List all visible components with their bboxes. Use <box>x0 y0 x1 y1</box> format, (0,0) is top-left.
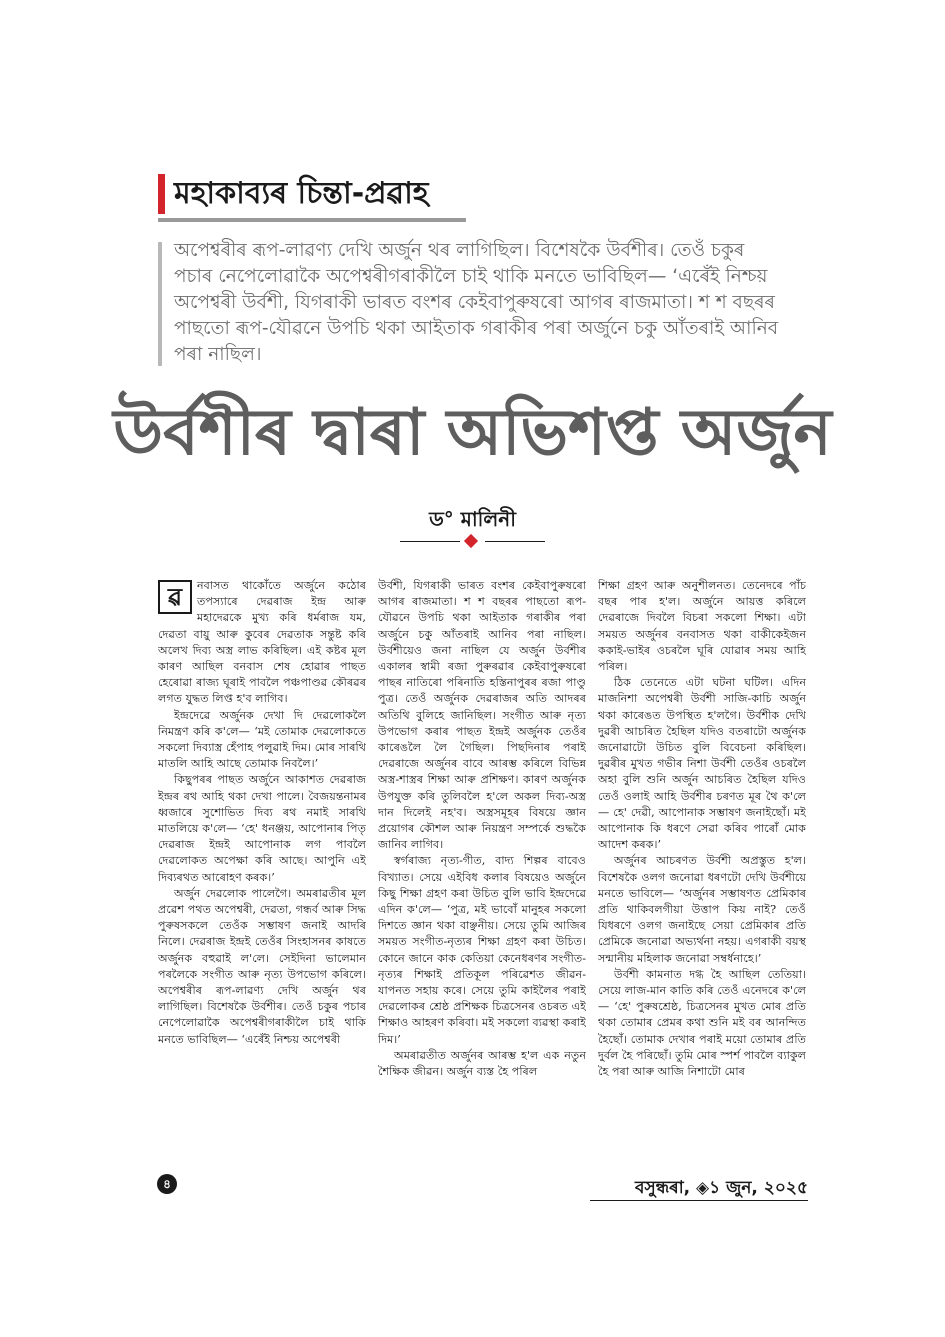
diamond-icon <box>464 534 478 548</box>
section-header <box>158 172 466 222</box>
article-column-3 <box>598 578 806 1186</box>
paragraph: ঠিক তেনেতে এটা ঘটনা ঘটিল। এদিন মাজনিশা অপেশ্বৰী উৰ্বশী সাজি-কাচি অৰ্জুন থকা কাৰেঙত উপস্থিত হ'লগৈ। উৰ্বশীক দেখি দুৱৰী আচৰিত হৈছিল যদিও বতৰাটো অৰ্জুনক জনোৱাটো উচিত বুলি বিবেচনা কৰিছিল। দুৱৰীৰ মুখত গভীৰ নিশা উৰ্বশী তেওঁৰ ওচৰলৈ অহা বুলি শুনি অৰ্জুন আচৰিত হৈছিল যদিও তেওঁ ওলাই আহি উৰ্বশীৰ চৰণত মূৰ থৈ ক'লে— হে' দেৱী, আপোনাক সম্ভাষণ জনাইছোঁ। মই আপোনাক কি ধৰণে সেৱা কৰিব পাৰোঁ মোক আদেশ কৰক।’ <box>598 676 806 852</box>
article-title: উৰ্বশীৰ দ্বাৰা অভিশপ্ত অৰ্জুন <box>113 396 832 470</box>
article-column-1 <box>158 578 366 1186</box>
author-name: ড° মালিনী <box>429 507 516 531</box>
pullquote-text: অপেশ্বৰীৰ ৰূপ-লাৱণ্য দেখি অৰ্জুন থৰ লাগিছিল। বিশেষকৈ উৰ্বশীৰ। তেওঁ চকুৰ পচাৰ নেপেলোৱাকৈ অপেশ্বৰীগৰাকীলৈ চাই থাকি মনতে ভাবিছিল— ‘এৰেঁই নিশ্চয় অপেশ্বৰী উৰ্বশী, যিগৰাকী ভাৰত বংশৰ কেইবাপুৰুষৰো আগৰ ৰাজমাতা। শ শ বছৰৰ পাছতো ৰূপ-যৌৱনে উপচি থকা আইতাক গৰাকীৰ পৰা অৰ্জুনে চকু আঁতৰাই আনিব পৰা নাছিল। <box>174 240 779 365</box>
footer-rule <box>590 1200 808 1201</box>
paragraph: উৰ্বশী কামনাত দগ্ধ হৈ আছিল তেতিয়া। সেয়ে লাজ-মান কাতি কৰি তেওঁ এনেদৰে ক'লে — ‘হে' পুৰুষশ্ৰেষ্ঠ, চিত্ৰসেনৰ মুখত মোৰ প্ৰতি থকা তোমাৰ প্ৰেমৰ কথা শুনি মই বৰ আনন্দিত হৈছোঁ। তোমাক দেখাৰ পৰাই ময়ো তোমাৰ প্ৰতি দুৰ্বল হৈ পৰিছোঁ। তুমি মোৰ স্পৰ্শ পাবলৈ ব্যাকুল হৈ পৰা আৰু আজি নিশাটো মোৰ <box>598 967 806 1079</box>
byline <box>380 505 565 549</box>
pullquote <box>158 238 788 370</box>
byline-ornament <box>380 535 565 549</box>
article-column-2 <box>378 578 586 1186</box>
drop-cap: ৱ <box>158 580 192 614</box>
footer-publication: বসুন্ধৰা, ◈১ জুন, ২০২৫ <box>635 1178 808 1198</box>
section-header-text: মহাকাব্যৰ চিন্তা-প্ৰৱাহ <box>174 176 429 211</box>
paragraph: উৰ্বশী, যিগৰাকী ভাৰত বংশৰ কেইবাপুৰুষৰো আগৰ ৰাজমাতা। শ শ বছৰৰ পাছতো ৰূপ-যৌৱনে উপচি থকা আইতাক গৰাকীৰ পৰা অৰ্জুনে চকু আঁতৰাই আনিব পৰা নাছিল। উৰ্বশীয়েও জনা নাছিল যে অৰ্জুন উৰ্বশীৰ একালৰ স্বামী ৰজা পুৰুৰৱাৰ কেইবাপুৰুষৰো পাছৰ নাতিৰো পৰিনাতি হস্তিনাপুৰৰ ৰজা পাণ্ডু পুত্ৰ। তেওঁ অৰ্জুনক দেৱৰাজৰ অতি আদৰৰ অতিথি বুলিহে জানিছিল। সংগীত আৰু নৃত্য উপভোগ কৰাৰ পাছত ইন্দ্ৰই অৰ্জুনক তেওঁৰ কাৰেঙলৈ লৈ গৈছিল। পিছদিনাৰ পৰাই দেৱৰাজে অৰ্জুনৰ বাবে আৰম্ভ কৰিলে বিভিন্ন অস্ত্ৰ-শাস্ত্ৰৰ শিক্ষা আৰু প্ৰশিক্ষণ। কাৰণ অৰ্জুনক উপযুক্ত কৰি তুলিবলৈ হ'লে অকল দিব্য-অস্ত্ৰ দান দিলেই নহ'ব। অস্ত্ৰসমূহৰ বিষয়ে জ্ঞান প্ৰয়োগৰ কৌশল আৰু নিয়ন্ত্ৰণ সম্পৰ্কে শুদ্ধকৈ জানিব লাগিব। <box>378 579 586 852</box>
ornament-line-left <box>400 541 460 542</box>
paragraph <box>158 578 366 708</box>
pullquote-rule <box>158 242 162 366</box>
paragraph: অৰ্জুন দেৱলোক পালেগৈ। অমৰাৱতীৰ মূল প্ৰৱেশ পথত অপেশ্বৰী, দেৱতা, গন্ধৰ্ব আৰু সিদ্ধ পুৰুষসকলে তেওঁক সম্ভাষণ জনাই আদৰি নিলে। দেৱৰাজ ইন্দ্ৰই তেওঁৰ সিংহাসনৰ কাষতে অৰ্জুনক বহুৱাই ল'লে। সেইদিনা ভালেমান পৰলৈকে সংগীত আৰু নৃত্য উপভোগ কৰিলে। অপেশ্বৰীৰ ৰূপ-লাৱণ্য দেখি অৰ্জুন থৰ লাগিছিল। বিশেষকৈ উৰ্বশীৰ। তেওঁ চকুৰ পচাৰ নেপেলোৱাকৈ অপেশ্বৰীগৰাকীলৈ চাই থাকি মনতে ভাবিছিল— ‘এৰেঁই নিশ্চয় অপেশ্বৰী <box>158 886 366 1046</box>
paragraph: কিছুপৰৰ পাছত অৰ্জুনে আকাশত দেৱৰাজ ইন্দ্ৰৰ ৰথ আহি থকা দেখা পালে। বৈজয়ন্তনামৰ ধ্বজাৰে সুশোভিত দিব্য ৰথ নমাই সাৰথি মাতলিয়ে ক'লে— ‘হে' ধনঞ্জয়, আপোনাৰ পিতৃ দেৱৰাজ ইন্দ্ৰই আপোনাক লগ পাবলৈ দেৱলোকত অপেক্ষা কৰি আছে। আপুনি এই দিব্যৰথত আৰোহণ কৰক।’ <box>158 773 366 884</box>
paragraph: শিক্ষা গ্ৰহণ আৰু অনুশীলনত। তেনেদৰে পাঁচ বছৰ পাৰ হ'ল। অৰ্জুনে আয়ত্ত কৰিলে দেৱৰাজে দিবলৈ বিচৰা সকলো শিক্ষা। এটা সময়ত অৰ্জুনৰ বনবাসত থকা বাকীকেইজন ককাই-ভাইৰ ওচৰলৈ ঘূৰি যোৱাৰ সময় আহি পৰিল। <box>598 579 806 674</box>
paragraph: অৰ্জুনৰ আচৰণত উৰ্বশী অপ্ৰস্তুত হ'ল। বিশেষকৈ ওলগ জনোৱা ধৰণটো দেখি উৰ্বশীয়ে মনতে ভাবিলে— ‘অৰ্জুনৰ সম্ভাষণত প্ৰেমিকাৰ প্ৰতি থাকিবলগীয়া উত্তাপ কিয় নাই? তেওঁ যিধৰণে ওলগ জনাইছে সেয়া প্ৰেমিকাৰ প্ৰতি প্ৰেমিকে জনোৱা অভ্যৰ্থনা নহয়। এগৰাকী বয়স্থ সন্মানীয় মহিলাক জনোৱা সম্বৰ্ধনাহে।’ <box>598 854 806 965</box>
paragraph: ইন্দ্ৰদেৱে অৰ্জুনক দেখা দি দেৱলোকলৈ নিমন্ত্ৰণ কৰি ক'লে— ‘মই তোমাক দেৱলোকতে সকলো দিব্যাস্ত্ৰ হেঁপাহ পলুৱাই দিম। মোৰ সাৰথি মাতলি আহি আছে তোমাক নিবলৈ।’ <box>158 708 366 771</box>
ornament-line-right <box>485 541 545 542</box>
paragraph: স্বৰ্গৰাজ্য নৃত্য-গীত, বাদ্য শিল্পৰ বাবেও বিখ্যাত। সেয়ে এইবিধ কলাৰ বিষয়েও অৰ্জুনে কিছু শিক্ষা গ্ৰহণ কৰা উচিত বুলি ভাবি ইন্দ্ৰদেৱে এদিন ক'লে— ‘পুত্ৰ, মই ভাবোঁ মানুহৰ সকলো দিশতে জ্ঞান থকা বাঞ্ছনীয়। সেয়ে তুমি আজিৰ সময়ত সংগীত-নৃত্যৰ শিক্ষা গ্ৰহণ কৰা উচিত। কোনে জানে কাক কেতিয়া কেনেধৰণৰ সংগীত-নৃত্যৰ শিক্ষাই প্ৰতিকূল পৰিৱেশত জীৱন-যাপনত সহায় কৰে। সেয়ে তুমি কাইলৈৰ পৰাই দেৱলোকৰ শ্ৰেষ্ঠ প্ৰশিক্ষক চিত্ৰসেনৰ ওচৰত এই শিক্ষাও আহৰণ কৰিবা। মই সকলো ব্যৱস্থা কৰাই দিম।’ <box>378 854 586 1046</box>
paragraph: অমৰাৱতীত অৰ্জুনৰ আৰম্ভ হ'ল এক নতুন শৈক্ষিক জীৱন। অৰ্জুন ব্যস্ত হৈ পৰিল <box>378 1048 586 1079</box>
page-number: ৪ <box>157 1174 177 1194</box>
section-header-accent-bar <box>158 174 165 214</box>
paragraph-text: নবাসত থাকোঁতে অৰ্জুনে কঠোৰ তপস্যাৰে দেৱৰাজ ইন্দ্ৰ আৰু মহাদেৱকে মুখ্য কৰি ধৰ্মৰাজ যম, দেৱতা বায়ু আৰু কুবেৰ দেৱতাক সন্তুষ্ট কৰি অলেখ দিব্য অস্ত্ৰ লাভ কৰিছিল। এই কষ্টৰ মূল কাৰণ আছিল বনবাস শেষ হোৱাৰ পাছত হেৰোৱা ৰাজ্য ঘূৰাই পাবলৈ পঞ্চপাণ্ডৱ কৌৰৱৰ লগত যুদ্ধত লিপ্ত হ'ব লাগিব। <box>158 579 366 706</box>
